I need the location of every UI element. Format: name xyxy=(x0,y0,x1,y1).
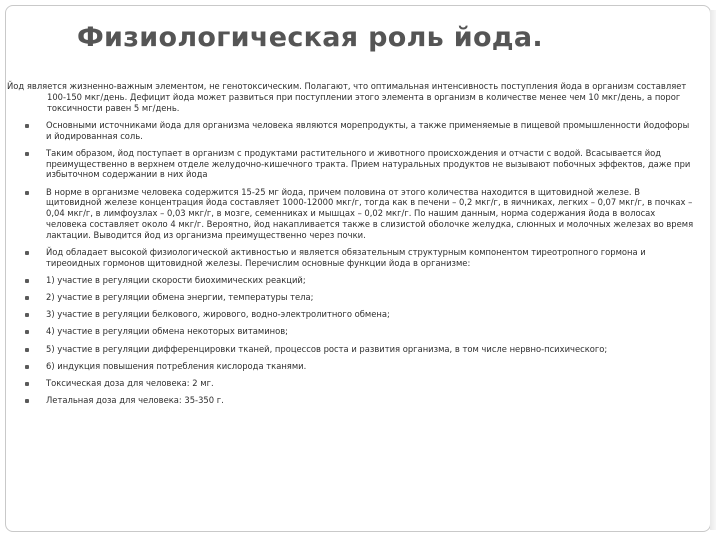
bullet-list xyxy=(7,120,697,406)
bullet-icon xyxy=(25,251,29,255)
list-item-text: В норме в организме человека содержится 15-25 мг йода, причем половина от этого количества находится в щитовидной железе. В щитовидной железе концентрация йода составляет 1000-12000 мкг/г, тогда как в печени – 0,2 мкг/г, в яичниках, легких – 0,07 мкг/г, в почках – 0,04 мкг/г, в лимфоузлах – 0,03 мкг/г, в мозге, семенниках и мышцах – 0,02 мкг/г. По нашим данным, норма содержания йода в волосах человека составляет около 4 мкг/г. Вероятно, йод накапливается также в слизистой оболочке желудка, слюнных и молочных железах во время лактации. Выводится йод из организма преимущественно через почки. xyxy=(46,186,694,240)
list-item xyxy=(7,247,697,269)
list-item-text: Основными источниками йода для организма человека являются морепродукты, а также применяемые в пищевой промышленности йодофоры и йодированная соль. xyxy=(46,119,690,141)
bullet-icon xyxy=(25,382,29,386)
bullet-icon xyxy=(25,296,29,300)
list-item xyxy=(7,120,697,142)
list-item-text: Таким образом, йод поступает в организм с продуктами растительного и животного происхождения и отчасти с водой. Всасывается йод преимущественно в верхнем отделе желудочно-кишечного тракта. Прием натуральных продуктов не вызывают побочных эффектов, даже при избыточном содержании в них йода xyxy=(46,147,691,180)
bullet-icon xyxy=(25,365,29,369)
bullet-icon xyxy=(25,152,29,156)
list-item xyxy=(7,275,697,286)
bullet-icon xyxy=(25,313,29,317)
list-item-text: Летальная доза для человека: 35-350 г. xyxy=(46,395,224,406)
intro-paragraph: Йод является жизненно-важным элементом, не генотоксическим. Полагают, что оптимальная интенсивность поступления йода в организм составляет 100-150 мкг/день. Дефицит йода может развиться при поступлении этого элемента в организм в количестве менее чем 10 мкг/день, а порог токсичности равен 5 мг/день. xyxy=(7,81,687,113)
bullet-icon xyxy=(25,399,29,403)
slide-frame-shadow xyxy=(710,10,716,530)
list-item xyxy=(7,148,697,180)
list-item xyxy=(7,309,697,320)
list-item-text: 2) участие в регуляции обмена энергии, температуры тела; xyxy=(46,292,314,303)
slide-body xyxy=(7,81,697,406)
list-item-text: 1) участие в регуляции скорости биохимических реакций; xyxy=(46,274,306,285)
list-item-text: 5) участие в регуляции дифференцировки тканей, процессов роста и развития организма, в том числе нервно-психического; xyxy=(46,343,608,354)
list-item-text: Токсическая доза для человека: 2 мг. xyxy=(46,378,214,389)
bullet-icon xyxy=(25,124,29,128)
list-item xyxy=(7,378,697,389)
list-item xyxy=(7,395,697,406)
list-item-text: 3) участие в регуляции белкового, жирового, водно-электролитного обмена; xyxy=(46,309,390,320)
list-item-text: 4) участие в регуляции обмена некоторых витаминов; xyxy=(46,326,288,337)
page-title: Физиологическая роль йода. xyxy=(76,22,543,53)
list-item-text: 6) индукция повышения потребления кислорода тканями. xyxy=(46,360,307,371)
list-item-text: Йод обладает высокой физиологической активностью и является обязательным структурным компонентом тиреотропного гормона и тиреоидных гормонов щитовидной железы. Перечислим основные функции йода в организме: xyxy=(46,246,646,268)
list-item xyxy=(7,187,697,241)
bullet-icon xyxy=(25,191,29,195)
bullet-icon xyxy=(25,279,29,283)
list-item xyxy=(7,361,697,372)
bullet-icon xyxy=(25,330,29,334)
list-item xyxy=(7,326,697,337)
bullet-icon xyxy=(25,348,29,352)
list-item xyxy=(7,344,697,355)
list-item xyxy=(7,292,697,303)
